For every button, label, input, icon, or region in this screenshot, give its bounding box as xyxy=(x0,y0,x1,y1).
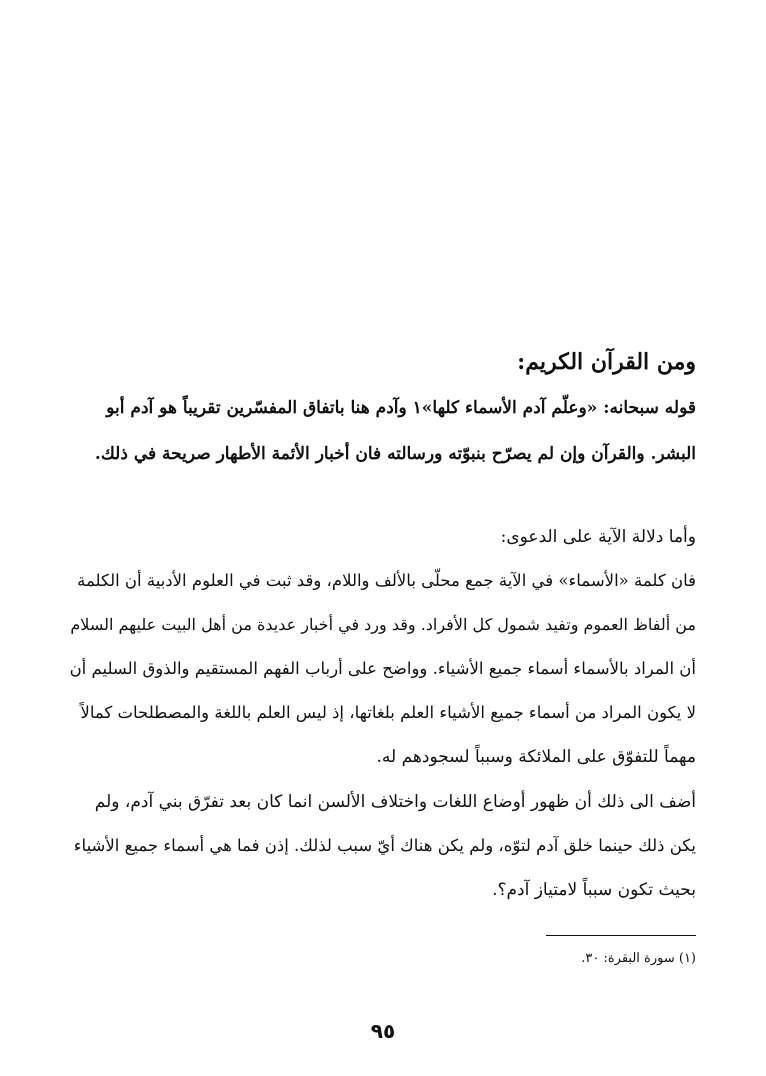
closing-paragraph-line-1: أضف الى ذلك أن ظهور أوضاع اللغات واختلاف الألسن انما كان بعد تفرّق بني آدم، ولم xyxy=(94,792,696,812)
evidence-paragraph-line-2: من ألفاظ العموم وتفيد شمول كل الأفراد. وقد ورد في أخبار عديدة من أهل البيت عليهم السلام xyxy=(70,615,696,634)
section-heading: ومن القرآن الكريم: xyxy=(517,349,696,375)
quran-paragraph-line-1: قوله سبحانه: «وعلّم آدم الأسماء كلها»١ وآدم هنا باتفاق المفسّرين تقريباً هو آدم أبو xyxy=(106,398,696,418)
quran-paragraph-line-2: البشر. والقرآن وإن لم يصرّح بنبوّته ورسالته فان أخبار الأئمة الأطهار صريحة في ذلك. xyxy=(94,444,696,464)
footnote-divider xyxy=(546,935,696,936)
closing-paragraph-line-2: يكن ذلك حينما خلق آدم لتوّه، ولم يكن هناك أيّ سبب لذلك. إذن فما هي أسماء جميع الأشياء xyxy=(73,836,696,855)
closing-paragraph-line-3: بحيث تكون سبباً لامتياز آدم؟. xyxy=(492,880,696,900)
footnote: (١) سورة البقرة: ٣٠. xyxy=(581,951,696,966)
evidence-paragraph-line-5: مهماً للتفوّق على الملائكة وسبباً لسجودهم له. xyxy=(376,747,696,767)
evidence-heading: وأما دلالة الآية على الدعوى: xyxy=(500,527,696,547)
evidence-paragraph-line-3: أن المراد بالأسماء أسماء جميع الأشياء. وواضح على أرباب الفهم المستقيم والذوق السليم أن xyxy=(70,659,696,678)
page-number: ٩٥ xyxy=(370,1019,396,1043)
evidence-paragraph-line-4: لا يكون المراد من أسماء جميع الأشياء العلم بلغاتها، إذ ليس العلم باللغة والمصطلحات كمالاً xyxy=(80,703,696,722)
evidence-paragraph-line-1: فان كلمة «الأسماء» في الآية جمع محلّى بالألف واللام، وقد ثبت في العلوم الأدبية أن الكلمة xyxy=(77,571,696,590)
